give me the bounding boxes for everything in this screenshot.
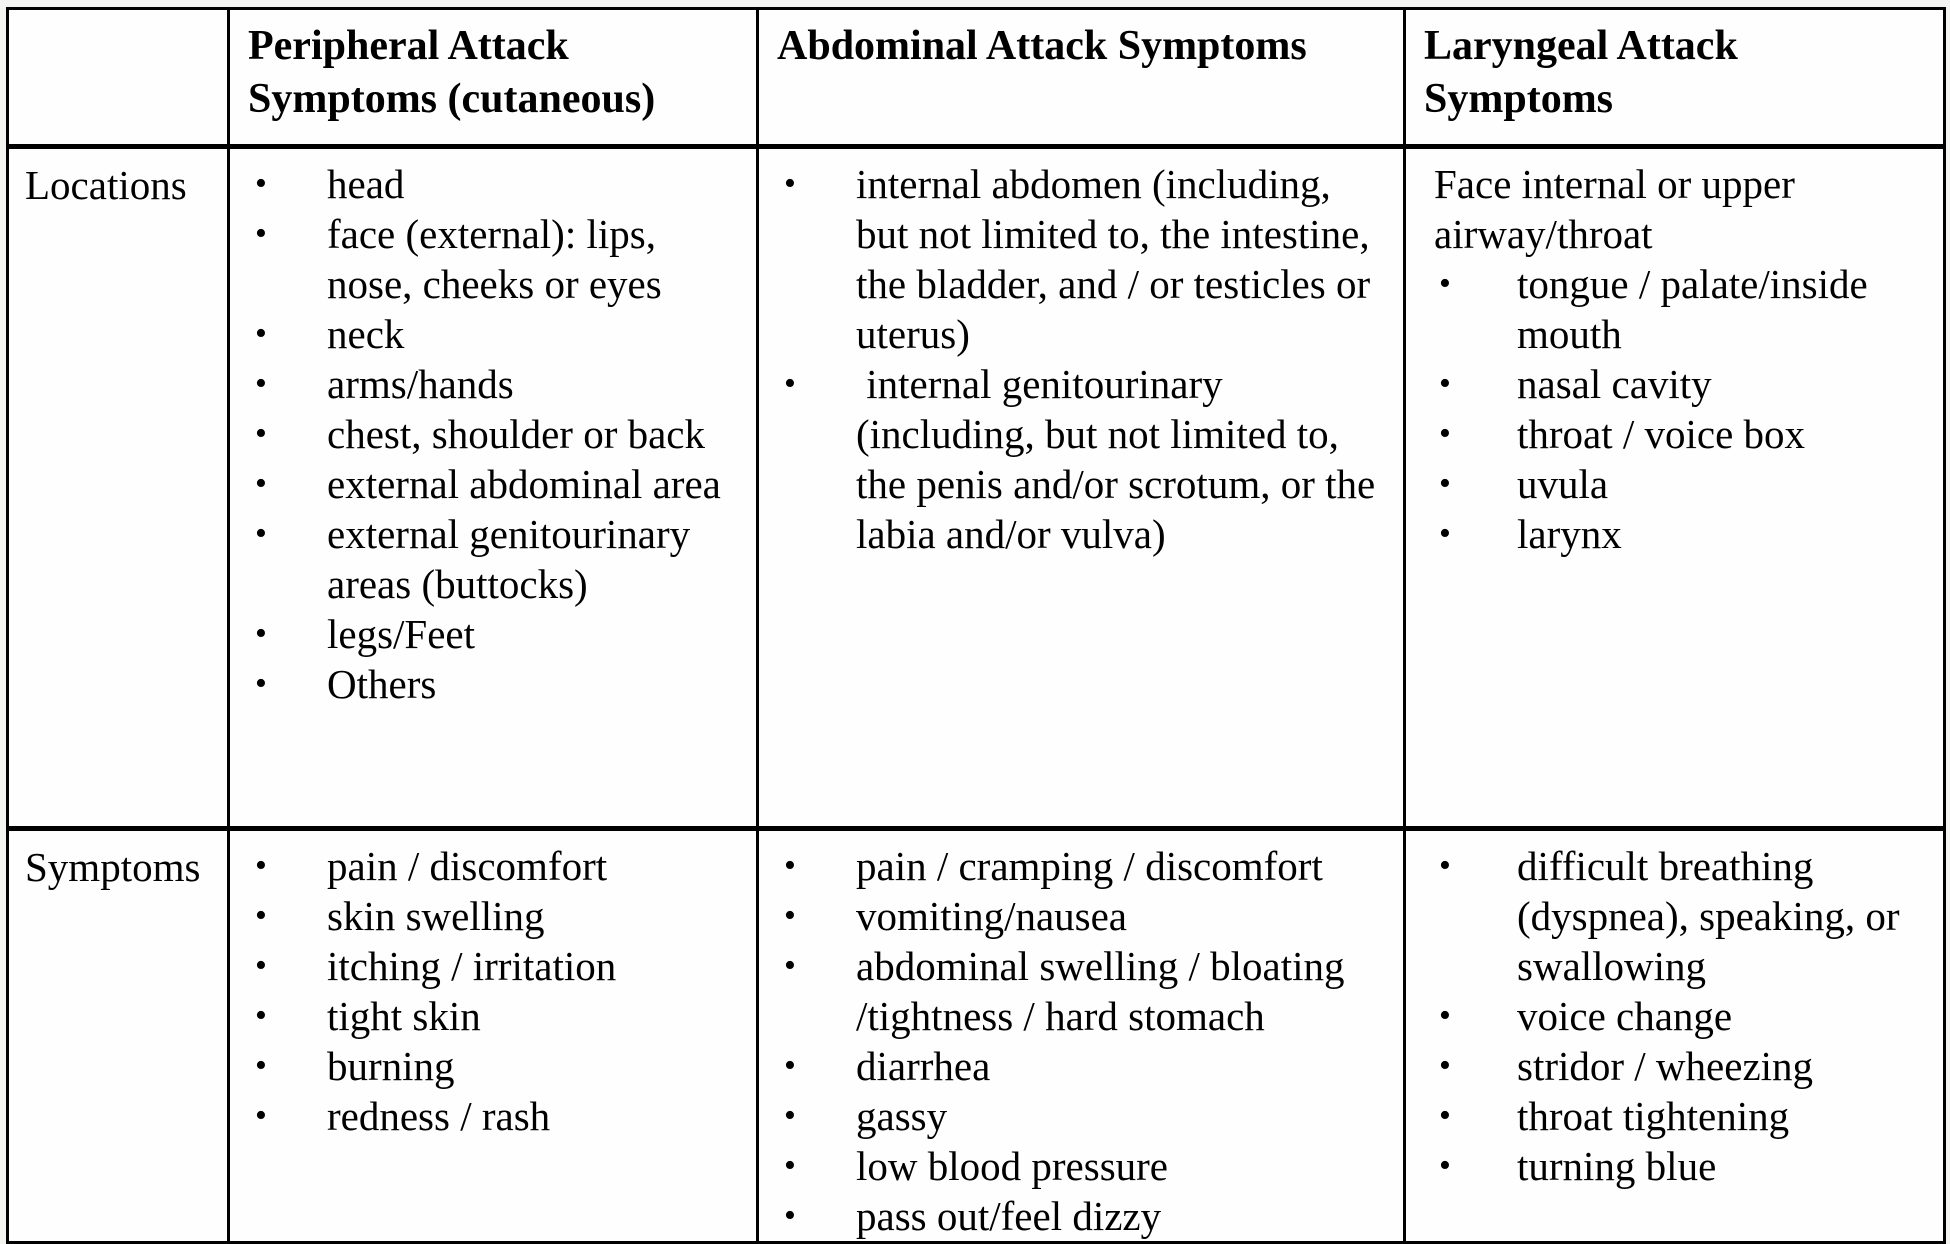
bullet-icon: • [255, 847, 267, 884]
bullet-item-text: legs/Feet [327, 611, 476, 657]
bullet-item-text: internal genitourinary (including, but not limited to, the penis and/or scrotum, or the labia and/or vulva) [856, 361, 1386, 557]
bullet-item-text: skin swelling [327, 893, 545, 939]
bullet-icon: • [255, 997, 267, 1034]
bullet-icon: • [255, 465, 267, 502]
bullet-icon: • [1439, 415, 1451, 452]
bullet-item-text: neck [327, 311, 405, 357]
bullet-item [250, 209, 748, 309]
bullet-icon: • [784, 1047, 796, 1084]
bullet-item [250, 891, 748, 941]
bullet-icon: • [1439, 1097, 1451, 1134]
bullet-item [779, 1091, 1395, 1141]
bullet-item [779, 1141, 1395, 1191]
bullet-item-text: burning [327, 1043, 455, 1089]
bullet-icon: • [255, 615, 267, 652]
bullet-item-text: diarrhea [856, 1043, 991, 1089]
bullet-item-text: uvula [1517, 461, 1609, 507]
bullet-item-text: stridor / wheezing [1517, 1043, 1814, 1089]
bullet-icon: • [784, 165, 796, 202]
bullet-item [1434, 1141, 1935, 1191]
bullet-item-text: pain / discomfort [327, 843, 608, 889]
cell-locations-abdominal [758, 147, 1405, 829]
bullet-list-symptoms-laryngeal [1434, 841, 1935, 1191]
bullet-item [250, 509, 748, 609]
bullet-icon: • [255, 515, 267, 552]
bullet-item-text: Others [327, 661, 437, 707]
bullet-item-text: nasal cavity [1517, 361, 1712, 407]
bullet-icon: • [255, 1047, 267, 1084]
bullet-icon: • [1439, 847, 1451, 884]
bullet-item [779, 359, 1395, 559]
bullet-item-text: tight skin [327, 993, 481, 1039]
bullet-item [1434, 459, 1935, 509]
column-header-peripheral: Peripheral Attack Symptoms (cutaneous) [229, 9, 758, 147]
bullet-list-symptoms-abdominal [779, 841, 1395, 1241]
bullet-item-text: arms/hands [327, 361, 514, 407]
bullet-item [1434, 509, 1935, 559]
bullet-item [779, 159, 1395, 359]
bullet-item-text: throat / voice box [1517, 411, 1806, 457]
bullet-item-text: itching / irritation [327, 943, 617, 989]
bullet-list-locations-peripheral [250, 159, 748, 709]
bullet-item [250, 841, 748, 891]
bullet-icon: • [784, 1097, 796, 1134]
symptom-table [6, 7, 1946, 1244]
bullet-item-text: external genitourinary areas (buttocks) [327, 511, 701, 607]
bullet-icon: • [784, 1147, 796, 1184]
bullet-item-text: abdominal swelling / bloating /tightness / hard stomach [856, 943, 1355, 1039]
bullet-item [250, 359, 748, 409]
bullet-item [1434, 841, 1935, 991]
bullet-item-text: pass out/feel dizzy [856, 1193, 1162, 1239]
bullet-icon: • [1439, 1047, 1451, 1084]
cell-symptoms-abdominal [758, 829, 1405, 1243]
bullet-item [250, 991, 748, 1041]
bullet-item [1434, 991, 1935, 1041]
bullet-item-text: vomiting/nausea [856, 893, 1128, 939]
bullet-item [779, 1191, 1395, 1241]
bullet-item [250, 409, 748, 459]
row-label-locations: Locations [8, 147, 229, 829]
row-label-symptoms: Symptoms [8, 829, 229, 1243]
bullet-item [779, 891, 1395, 941]
bullet-icon: • [784, 847, 796, 884]
bullet-item [1434, 359, 1935, 409]
bullet-item-text: external abdominal area [327, 461, 721, 507]
bullet-icon: • [255, 315, 267, 352]
bullet-item [250, 941, 748, 991]
cell-locations-laryngeal [1405, 147, 1945, 829]
row-locations [8, 147, 1945, 829]
bullet-item-text: voice change [1517, 993, 1733, 1039]
bullet-item [250, 159, 748, 209]
bullet-item [250, 1041, 748, 1091]
bullet-icon: • [1439, 997, 1451, 1034]
bullet-item [250, 609, 748, 659]
bullet-item [779, 941, 1395, 1041]
bullet-icon: • [255, 1097, 267, 1134]
bullet-icon: • [1439, 465, 1451, 502]
bullet-icon: • [1439, 1147, 1451, 1184]
bullet-item-text: redness / rash [327, 1093, 551, 1139]
bullet-icon: • [1439, 265, 1451, 302]
bullet-item-text: larynx [1517, 511, 1622, 557]
corner-cell [8, 9, 229, 147]
bullet-icon: • [255, 665, 267, 702]
bullet-item [1434, 1091, 1935, 1141]
bullet-item-text: pain / cramping / discomfort [856, 843, 1323, 889]
bullet-item-text: turning blue [1517, 1143, 1717, 1189]
column-header-laryngeal: Laryngeal Attack Symptoms [1405, 9, 1945, 147]
cell-symptoms-laryngeal [1405, 829, 1945, 1243]
cell-locations-peripheral [229, 147, 758, 829]
bullet-item-text: low blood pressure [856, 1143, 1169, 1189]
bullet-icon: • [1439, 515, 1451, 552]
bullet-item-text: head [327, 161, 405, 207]
bullet-icon: • [255, 947, 267, 984]
cell-intro-text: Face internal or upper airway/throat [1434, 161, 1806, 257]
bullet-icon: • [255, 165, 267, 202]
bullet-item [1434, 259, 1935, 359]
bullet-item [779, 1041, 1395, 1091]
bullet-item [779, 841, 1395, 891]
bullet-item [250, 659, 748, 709]
bullet-icon: • [255, 365, 267, 402]
bullet-icon: • [784, 897, 796, 934]
bullet-icon: • [1439, 365, 1451, 402]
row-symptoms [8, 829, 1945, 1243]
bullet-item-text: gassy [856, 1093, 948, 1139]
bullet-list-locations-laryngeal [1434, 259, 1935, 559]
bullet-icon: • [255, 215, 267, 252]
column-header-abdominal: Abdominal Attack Symptoms [758, 9, 1405, 147]
bullet-item-text: difficult breathing (dyspnea), speaking, or swallowing [1517, 843, 1910, 989]
bullet-item [1434, 409, 1935, 459]
bullet-item-text: tongue / palate/inside mouth [1517, 261, 1878, 357]
bullet-item-text: chest, shoulder or back [327, 411, 705, 457]
bullet-icon: • [784, 1197, 796, 1234]
cell-symptoms-peripheral [229, 829, 758, 1243]
bullet-item [1434, 1041, 1935, 1091]
bullet-icon: • [784, 365, 796, 402]
bullet-item [250, 309, 748, 359]
bullet-item-text: face (external): lips, nose, cheeks or eyes [327, 211, 667, 307]
bullet-item [250, 1091, 748, 1141]
bullet-item-text: internal abdomen (including, but not limited to, the intestine, the bladder, and / or testicles or uterus) [856, 161, 1381, 357]
bullet-item [250, 459, 748, 509]
bullet-icon: • [784, 947, 796, 984]
header-row [8, 9, 1945, 147]
bullet-icon: • [255, 897, 267, 934]
bullet-list-locations-abdominal [779, 159, 1395, 559]
bullet-item-text: throat tightening [1517, 1093, 1790, 1139]
bullet-list-symptoms-peripheral [250, 841, 748, 1141]
bullet-icon: • [255, 415, 267, 452]
